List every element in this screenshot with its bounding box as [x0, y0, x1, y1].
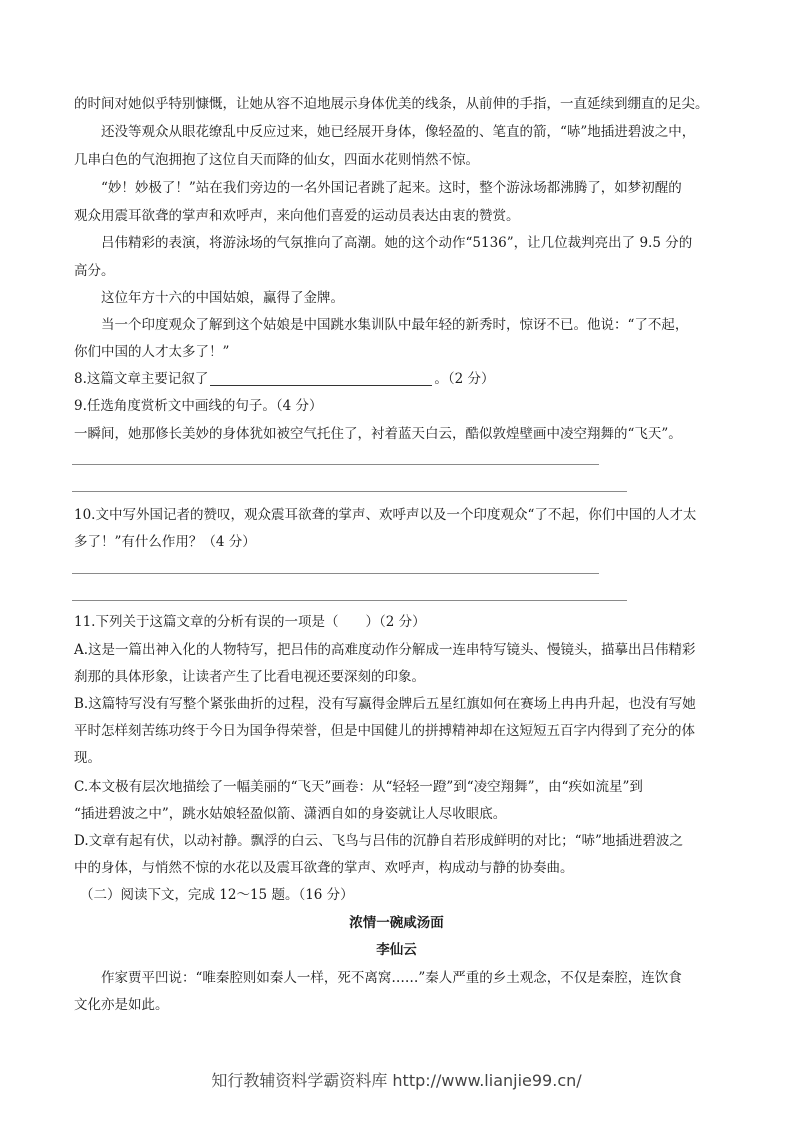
quoted-sentence: 一瞬间，她那修长美妙的身体犹如被空气托住了，衬着蓝天白云，酷似敦煌壁画中凌空翔舞的“飞天”。 — [74, 426, 682, 442]
question-10-line-1: 10.文中写外国记者的赞叹，观众震耳欲聋的掌声、欢呼声以及一个印度观众“了不起，你们中国的人才太 — [74, 507, 697, 523]
option-c: “插进碧波之中”，跳水姑娘轻盈似箭、潇洒自如的身姿就让人尽收眼底。 — [74, 806, 507, 822]
question-8 — [74, 369, 495, 389]
question-8-score: 。（2 分） — [434, 371, 495, 387]
option-d: D.文章有起有伏，以动衬静。飘浮的白云、飞鸟与吕伟的沉静自若形成鲜明的对比；“哧”地插进碧波之 — [74, 833, 683, 849]
option-a: 刹那的具体形象，让读者产生了比看电视还要深刻的印象。 — [74, 669, 425, 685]
text-line: “妙！妙极了！”站在我们旁边的一名外国记者跳了起来。这时，整个游泳场都沸腾了，如梦初醒的 — [101, 180, 682, 196]
footer-watermark: 知行教辅资料学霸资料库 http://www.lianjie99.cn/ — [211, 1071, 582, 1090]
question-10-line-2: 多了！”有什么作用？（4 分） — [74, 534, 256, 550]
answer-line[interactable] — [72, 573, 599, 574]
text-line: 吕伟精彩的表演，将游泳场的气氛推向了高潮。她的这个动作“5136”，让几位裁判亮出了 9.5 分的 — [101, 235, 693, 251]
text-line: 还没等观众从眼花缭乱中反应过来，她已经展开身体，像轻盈的、笔直的箭，“哧”地插进碧波之中， — [101, 124, 696, 140]
option-b: 平时怎样刻苦练功终于今日为国争得荣誉，但是中国健儿的拼搏精神却在这短短五百字内得到了充分的体 — [74, 723, 695, 739]
option-d: 中的身体，与悄然不惊的水花以及震耳欲聋的掌声、欢呼声，构成动与静的协奏曲。 — [74, 860, 574, 876]
option-b: B.这篇特写没有写整个紧张曲折的过程，没有写赢得金牌后五星红旗如何在赛场上冉冉升起，也没有写她 — [74, 696, 696, 712]
question-8-prompt: 8.这篇文章主要记叙了 — [74, 371, 209, 387]
text-line: 当一个印度观众了解到这个姑娘是中国跳水集训队中最年轻的新秀时，惊讶不已。他说：“了不起， — [101, 317, 689, 333]
article-author: 李仙云 — [376, 942, 417, 958]
text-line: 这位年方十六的中国姑娘，赢得了金牌。 — [101, 290, 344, 306]
answer-line[interactable] — [72, 464, 599, 465]
option-a: A.这是一篇出神入化的人物特写，把吕伟的高难度动作分解成一连串特写镜头、慢镜头，描摹出吕伟精彩 — [74, 642, 696, 658]
question-9: 9.任选角度赏析文中画线的句子。（4 分） — [74, 398, 323, 414]
article-title: 浓情一碗咸汤面 — [349, 915, 444, 931]
text-line: 观众用震耳欲聋的掌声和欢呼声，来向他们喜爱的运动员表达由衷的赞赏。 — [74, 208, 520, 224]
answer-blank-8[interactable] — [210, 385, 432, 386]
text-line: 你们中国的人才太多了！” — [74, 344, 230, 360]
text-line: 文化亦是如此。 — [74, 997, 169, 1013]
question-11: 11.下列关于这篇文章的分析有误的一项是（ ）（2 分） — [74, 614, 426, 630]
text-line: 几串白色的气泡拥抱了这位自天而降的仙女，四面水花则悄然不惊。 — [74, 152, 479, 168]
answer-line[interactable] — [72, 491, 627, 492]
text-line: 作家贾平凹说：“唯秦腔则如秦人一样，死不离窝……”秦人严重的乡土观念，不仅是秦腔，连饮食 — [101, 970, 682, 986]
answer-line[interactable] — [72, 600, 627, 601]
text-line: 的时间对她似乎特别慷慨，让她从容不迫地展示身体优美的线条，从前伸的手指，一直延续到绷直的足尖。 — [74, 96, 709, 112]
text-line: 高分。 — [74, 263, 115, 279]
section-heading: （二）阅读下文，完成 12～15 题。（16 分） — [80, 887, 354, 903]
option-b: 现。 — [74, 750, 101, 766]
option-c: C.本文极有层次地描绘了一幅美丽的“飞天”画卷：从“轻轻一蹬”到“凌空翔舞”，由“疾如流星”到 — [74, 779, 643, 795]
